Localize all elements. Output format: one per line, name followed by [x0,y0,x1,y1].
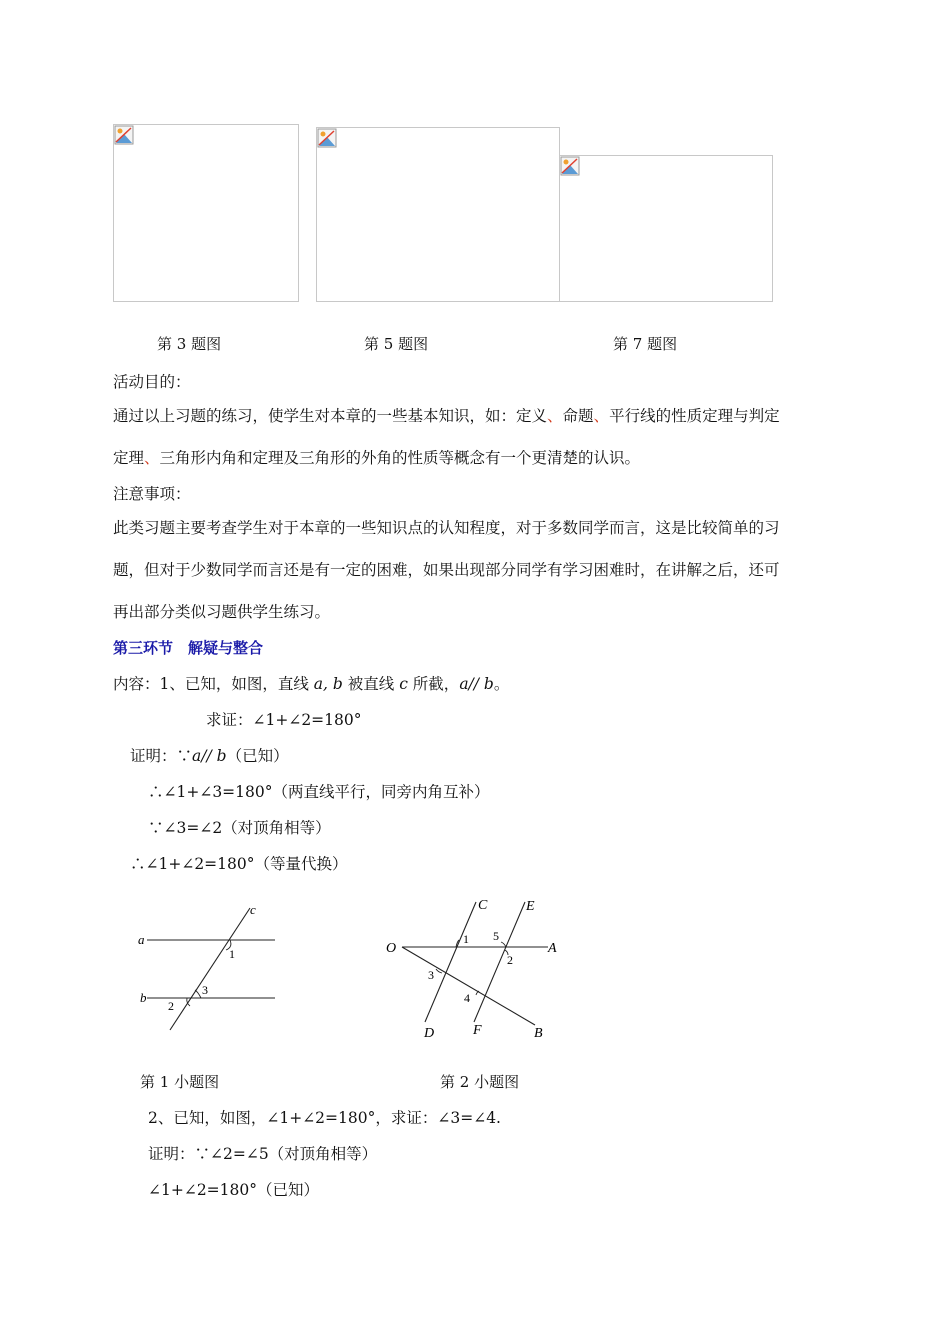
label-3: 3 [202,983,208,997]
label-1: 1 [229,947,235,961]
label-2: 2 [507,953,513,967]
broken-image-icon [114,125,134,145]
label-A: A [548,941,557,956]
notes-line-3: 再出部分类似习题供学生练习。 [113,603,331,621]
notes-title: 注意事项： [113,485,191,503]
section-heading: 第三环节 解疑与整合 [113,639,264,657]
proof-2-line-1: 证明：∵∠2=∠5（对顶角相等） [148,1145,378,1163]
caption-q5: 第 5 题图 [364,335,429,353]
line-c [170,908,250,1030]
label-O: O [386,941,397,956]
proof-1-line-1: 证明：∵a// b（已知） [130,747,289,765]
caption-q7: 第 7 题图 [613,335,678,353]
proof-1-line-2: ∴∠1+∠3=180°（两直线平行，同旁内角互补） [148,783,490,801]
proof-1-line-3: ∵∠3=∠2（对顶角相等） [148,819,331,837]
proof-2-line-2: ∠1+∠2=180°（已知） [148,1181,320,1199]
label-F: F [473,1023,482,1038]
notes-line-2: 题，但对于少数同学而言还是有一定的困难，如果出现部分同学有学习困难时，在讲解之后，还可 [113,561,780,579]
label-D: D [424,1026,435,1041]
line-OB [402,947,535,1025]
problem-1-prove: 求证：∠1+∠2=180° [206,711,362,729]
label-2: 2 [168,999,174,1013]
angle-5-arc [501,942,506,947]
label-E: E [526,899,535,914]
label-b: b [140,990,147,1005]
image-placeholder-q3 [113,124,299,302]
figure-1-diagram [130,900,290,1040]
figure-2-diagram [380,892,570,1042]
activity-line-1: 通过以上习题的练习，使学生对本章的一些基本知识，如：定义、命题、平行线的性质定理与判定 [113,407,780,425]
activity-line-2: 定理、三角形内角和定理及三角形的外角的性质等概念有一个更清楚的认识。 [113,449,641,467]
label-C: C [478,898,488,913]
broken-image-icon [560,156,580,176]
image-placeholder-q5 [316,127,560,302]
label-3: 3 [428,968,434,982]
caption-fig-1: 第 1 小题图 [140,1073,220,1091]
label-c: c [250,902,256,917]
caption-fig-2: 第 2 小题图 [440,1073,520,1091]
label-1: 1 [463,932,469,946]
proof-1-line-4: ∴∠1+∠2=180°（等量代换） [130,855,348,873]
image-placeholder-q7 [559,155,773,302]
activity-title: 活动目的： [113,373,191,391]
label-5: 5 [493,929,499,943]
label-a: a [138,932,145,947]
angle-4-arc [476,991,479,995]
caption-q3: 第 3 题图 [157,335,222,353]
label-4: 4 [464,991,470,1005]
label-B: B [534,1026,543,1041]
angle-3-arc [195,990,201,998]
problem-1-statement: 内容：1、已知，如图，直线 a, b 被直线 c 所截，a// b。 [113,675,510,693]
problem-2-statement: 2、已知，如图，∠1+∠2=180°，求证：∠3=∠4. [148,1109,501,1127]
broken-image-icon [317,128,337,148]
notes-line-1: 此类习题主要考查学生对于本章的一些知识点的认知程度，对于多数同学而言，这是比较简单的习 [113,519,780,537]
